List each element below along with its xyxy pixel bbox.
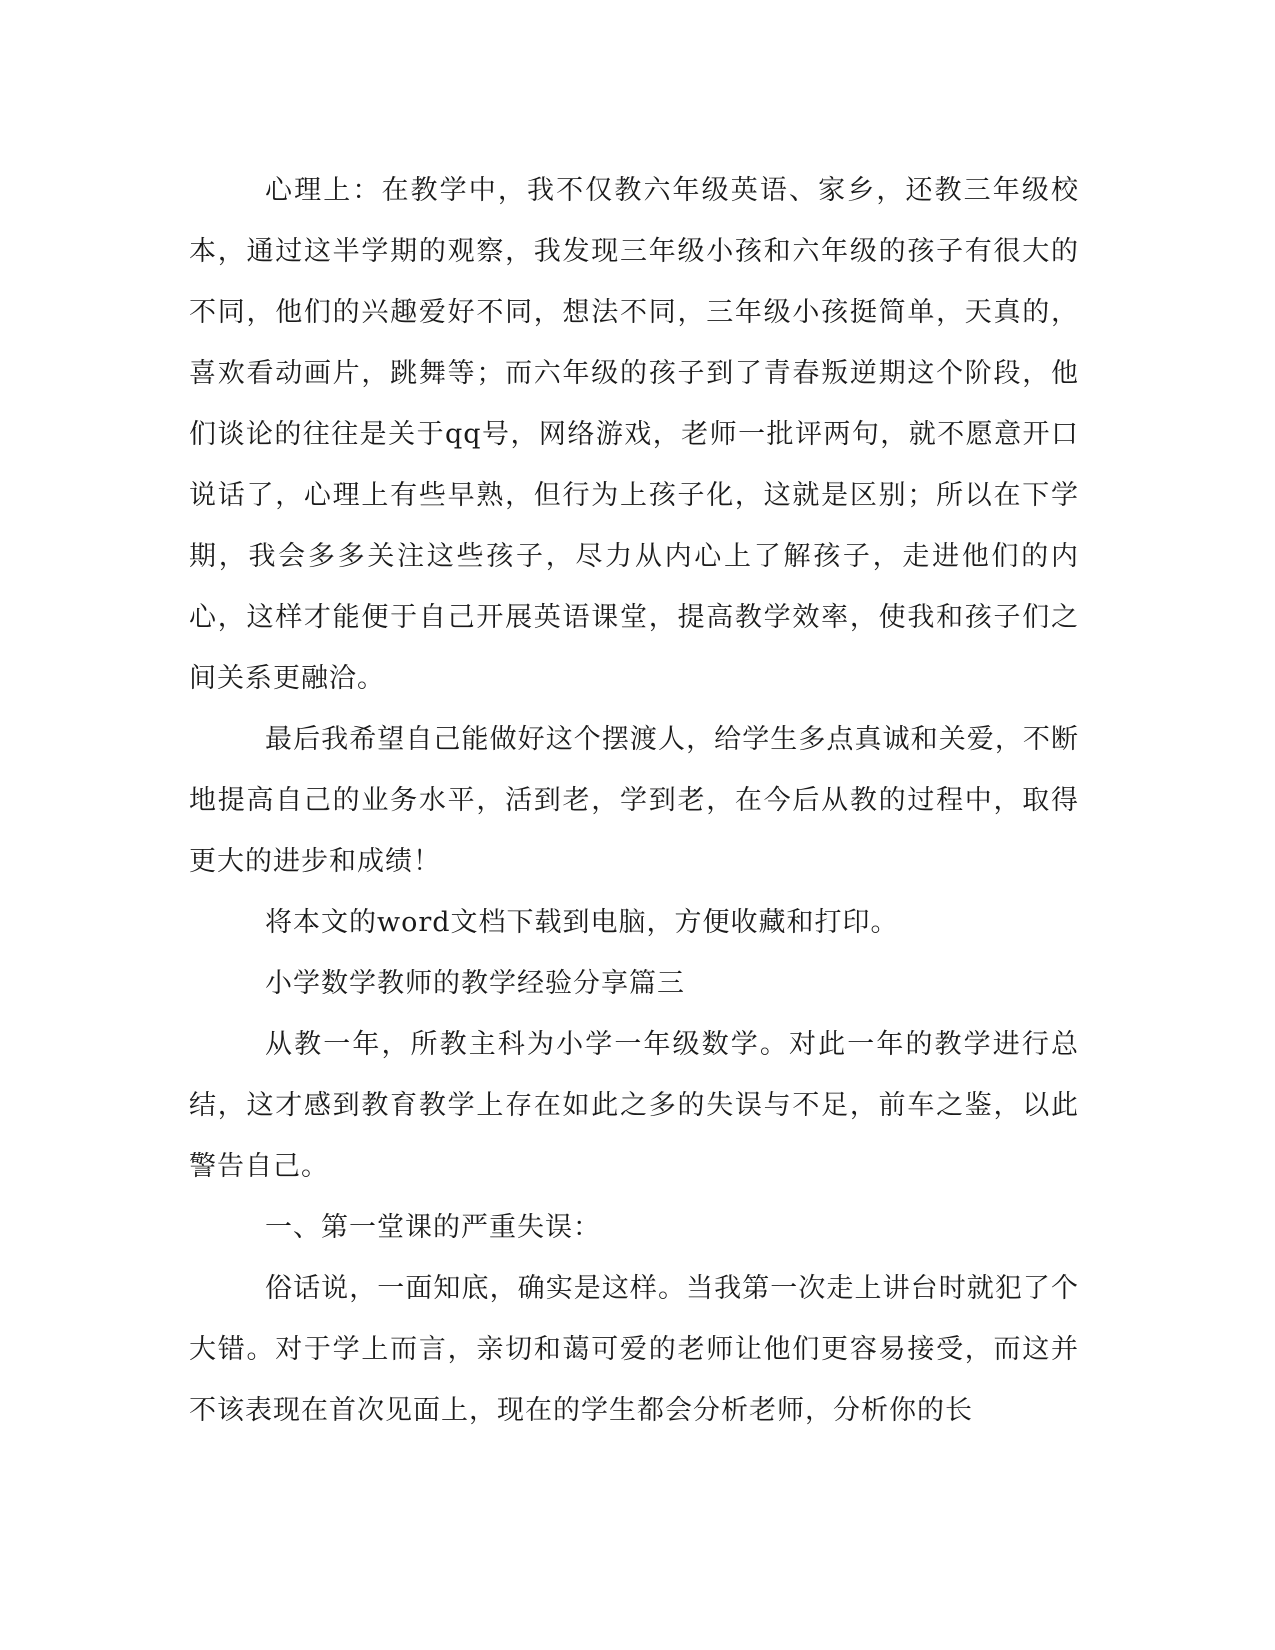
subheading-first-lesson: 一、第一堂课的严重失误： [265, 1212, 601, 1243]
paragraph-download-note: 将本文的word文档下载到电脑，方便收藏和打印。 [265, 907, 899, 938]
section-heading: 小学数学教师的教学经验分享篇三 [265, 968, 685, 999]
paragraph-psychology: 心理上：在教学中，我不仅教六年级英语、家乡，还教三年级校本，通过这半学期的观察，我发现三年级小孩和六年级的孩子有很大的不同，他们的兴趣爱好不同，想法不同，三年级小孩挺简单，天真的，喜欢看动画片，跳舞等；而六年级的孩子到了青春叛逆期这个阶段，他们谈论的往往是关于qq号，网络游戏，老师一批评两句，就不愿意开口说话了，心理上有些早熟，但行为上孩子化，这就是区别；所以在下学期，我会多多关注这些孩子，尽力从内心上了解孩子，走进他们的内心，这样才能便于自己开展英语课堂，提高教学效率，使我和孩子们之间关系更融洽。 [189, 175, 1079, 694]
paragraph-one-year: 从教一年，所教主科为小学一年级数学。对此一年的教学进行总结，这才感到教育教学上存在如此之多的失误与不足，前车之鉴，以此警告自己。 [189, 1029, 1079, 1182]
paragraph-ferryman: 最后我希望自己能做好这个摆渡人，给学生多点真诚和关爱，不断地提高自己的业务水平，活到老，学到老，在今后从教的过程中，取得更大的进步和成绩！ [189, 724, 1079, 877]
paragraph-first-impression: 俗话说，一面知底，确实是这样。当我第一次走上讲台时就犯了个大错。对于学上而言，亲切和蔼可爱的老师让他们更容易接受，而这并不该表现在首次见面上，现在的学生都会分析老师，分析你的长 [189, 1273, 1079, 1426]
document-body [189, 160, 1079, 1441]
